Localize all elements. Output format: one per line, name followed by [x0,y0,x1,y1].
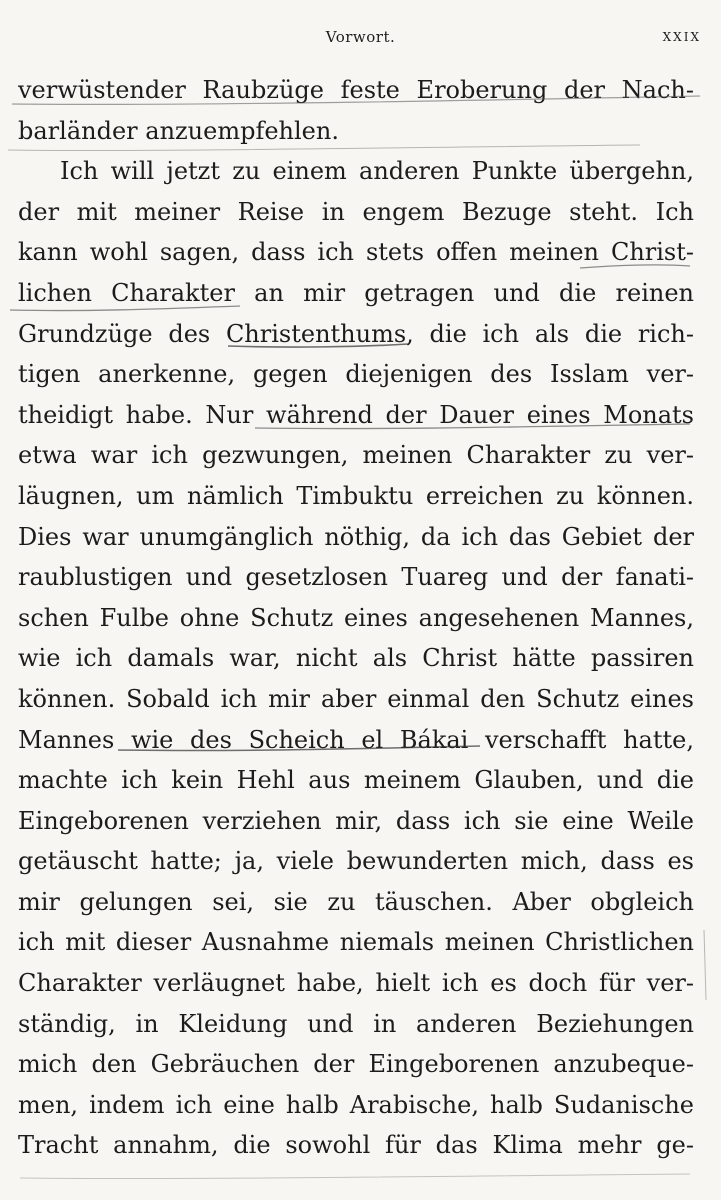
text-line: mir gelungen sei, sie zu täuschen. Aber obgleich [18,887,694,916]
text-line: men, indem ich eine halb Arabische, halb Sudanische [18,1090,694,1119]
pencil-underline [20,1174,690,1179]
text-line: lichen Charakter an mir getragen und die reinen [18,278,694,307]
text-line: Charakter verläugnet habe, hielt ich es doch für ver- [18,969,694,998]
text-line: barländer anzuempfehlen. [18,116,339,145]
text-line: etwa war ich gezwungen, meinen Charakter zu ver- [18,441,694,470]
page-number: XXIX [662,30,701,44]
pencil-margin-line [704,930,706,1000]
text-line: ständig, in Kleidung und in anderen Beziehungen [18,1009,694,1038]
text-line: Grundzüge des Christenthums, die ich als die rich- [18,319,694,348]
text-line: Dies war unumgänglich nöthig, da ich das Gebiet der [18,522,694,551]
text-line: getäuscht hatte; ja, viele bewunderten mich, dass es [18,847,694,876]
text-line: Tracht annahm, die sowohl für das Klima mehr ge- [18,1131,694,1160]
text-line: läugnen, um nämlich Timbuktu erreichen zu können. [18,481,694,510]
text-line: verwüstender Raubzüge feste Eroberung der Nach- [18,76,694,104]
text-line: können. Sobald ich mir aber einmal den Schutz eines [18,684,694,713]
running-header [0,28,721,52]
running-head-title: Vorwort. [325,28,396,46]
text-line: der mit meiner Reise in engem Bezuge steht. Ich [18,197,694,226]
text-line: raublustigen und gesetzlosen Tuareg und der fanati- [18,563,694,592]
text-line: Mannes wie des Scheich el Bákai verschafft hatte, [18,725,694,754]
text-line: schen Fulbe ohne Schutz eines angesehenen Mannes, [18,603,694,632]
text-line: Eingeborenen verziehen mir, dass ich sie eine Weile [18,806,694,835]
text-line: ich mit dieser Ausnahme niemals meinen Christlichen [18,928,694,957]
text-line: mich den Gebräuchen der Eingeborenen anzubeque- [18,1050,694,1079]
text-line: tigen anerkenne, gegen diejenigen des Isslam ver- [18,360,694,389]
text-line: kann wohl sagen, dass ich stets offen meinen Christ- [18,238,694,267]
text-line: machte ich kein Hehl aus meinem Glauben, und die [18,766,694,795]
text-line: wie ich damals war, nicht als Christ hätte passiren [18,644,694,673]
text-line: Ich will jetzt zu einem anderen Punkte übergehn, [60,157,694,186]
body-text [18,70,694,1166]
text-line: theidigt habe. Nur während der Dauer eines Monats [18,400,694,429]
